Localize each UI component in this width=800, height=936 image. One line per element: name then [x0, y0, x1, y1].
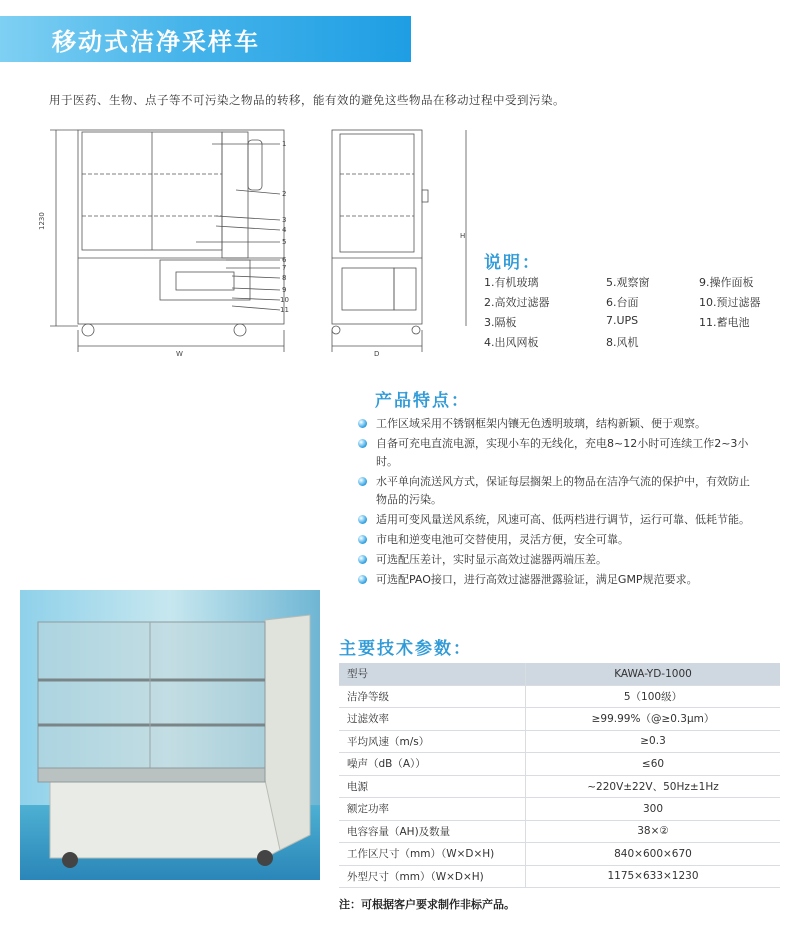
spec-value: 1175×633×1230 — [526, 865, 781, 888]
title-banner — [0, 16, 411, 62]
specs-table — [339, 663, 780, 888]
side-height-label: H — [460, 232, 466, 240]
footnote: 注：可根据客户要求制作非标产品。 — [339, 898, 515, 911]
legend-item: 6.台面 — [606, 296, 639, 309]
callout-10: 10 — [280, 296, 289, 304]
technical-drawings — [36, 120, 476, 370]
callout-2: 2 — [282, 190, 287, 198]
height-dimension-label: 1230 — [38, 212, 46, 230]
spec-value: KAWA-YD-1000 — [526, 663, 781, 685]
table-row — [339, 753, 780, 776]
spec-value: 840×600×670 — [526, 843, 781, 866]
legend-item: 11.蓄电池 — [699, 316, 750, 329]
spec-key: 洁净等级 — [339, 685, 526, 708]
callout-8: 8 — [282, 274, 287, 282]
table-row — [339, 708, 780, 731]
feature-item: 适用可变风量送风系统，风速可高、低两档进行调节，运行可靠、低耗节能。 — [355, 511, 755, 529]
legend — [484, 274, 784, 354]
legend-row — [484, 274, 784, 294]
spec-value: 38×② — [526, 820, 781, 843]
table-row — [339, 843, 780, 866]
legend-item: 8.风机 — [606, 336, 639, 349]
bullet-icon — [358, 515, 367, 524]
feature-item: 水平单向流送风方式，保证每层搁架上的物品在洁净气流的保护中，有效防止物品的污染。 — [355, 473, 755, 509]
spec-key: 噪声（dB（A）） — [339, 753, 526, 776]
table-row — [339, 775, 780, 798]
specs-title: 主要技术参数： — [339, 639, 472, 659]
legend-item: 10.预过滤器 — [699, 296, 761, 309]
feature-item: 可选配PAO接口，进行高效过滤器泄露验证，满足GMP规范要求。 — [355, 571, 755, 589]
callout-5: 5 — [282, 238, 287, 246]
spec-key: 外型尺寸（mm）（W×D×H) — [339, 865, 526, 888]
bullet-icon — [358, 555, 367, 564]
legend-item: 4.出风网板 — [484, 336, 539, 349]
bullet-icon — [358, 439, 367, 448]
callout-7: 7 — [282, 264, 287, 272]
legend-item: 9.操作面板 — [699, 276, 754, 289]
legend-item: 3.隔板 — [484, 316, 517, 329]
bullet-icon — [358, 419, 367, 428]
features-list — [355, 415, 755, 591]
table-row — [339, 685, 780, 708]
legend-row — [484, 314, 784, 334]
legend-row — [484, 334, 784, 354]
legend-item: 2.高效过滤器 — [484, 296, 550, 309]
callout-6: 6 — [282, 256, 287, 264]
spec-key: 电源 — [339, 775, 526, 798]
legend-title: 说明： — [484, 253, 541, 273]
bullet-icon — [358, 535, 367, 544]
page-title: 移动式洁净采样车 — [52, 28, 260, 56]
callout-1: 1 — [282, 140, 287, 148]
spec-value: ≥99.99%（@≥0.3μm） — [526, 708, 781, 731]
callout-11: 11 — [280, 306, 289, 314]
spec-value: ~220V±22V、50Hz±1Hz — [526, 775, 781, 798]
legend-item: 7.UPS — [606, 314, 639, 327]
table-row — [339, 730, 780, 753]
width-dimension-label: W — [176, 350, 183, 358]
spec-value: ≥0.3 — [526, 730, 781, 753]
callout-4: 4 — [282, 226, 287, 234]
callout-9: 9 — [282, 286, 287, 294]
legend-item — [699, 334, 784, 354]
spec-value: 5（100级） — [526, 685, 781, 708]
table-row — [339, 798, 780, 821]
spec-value: ≤60 — [526, 753, 781, 776]
spec-key: 型号 — [339, 663, 526, 685]
legend-row — [484, 294, 784, 314]
intro-text: 用于医药、生物、点子等不可污染之物品的转移，能有效的避免这些物品在移动过程中受到污染。 — [49, 93, 565, 107]
bullet-icon — [358, 477, 367, 486]
bullet-icon — [358, 575, 367, 584]
feature-item: 可选配压差计，实时显示高效过滤器两端压差。 — [355, 551, 755, 569]
features-title: 产品特点： — [375, 391, 470, 411]
callout-3: 3 — [282, 216, 287, 224]
spec-value: 300 — [526, 798, 781, 821]
spec-key: 过滤效率 — [339, 708, 526, 731]
feature-item: 工作区域采用不锈钢框架内镶无色透明玻璃，结构新颖、便于观察。 — [355, 415, 755, 433]
table-row — [339, 820, 780, 843]
legend-item: 1.有机玻璃 — [484, 276, 539, 289]
legend-item: 5.观察窗 — [606, 276, 650, 289]
product-photo — [20, 590, 320, 880]
feature-item: 自备可充电直流电源，实现小车的无线化，充电8~12小时可连续工作2~3小时。 — [355, 435, 755, 471]
spec-key: 工作区尺寸（mm）（W×D×H) — [339, 843, 526, 866]
spec-key: 额定功率 — [339, 798, 526, 821]
spec-key: 电容容量（AH)及数量 — [339, 820, 526, 843]
spec-key: 平均风速（m/s） — [339, 730, 526, 753]
feature-item: 市电和逆变电池可交替使用，灵活方便，安全可靠。 — [355, 531, 755, 549]
table-header-row — [339, 663, 780, 685]
depth-dimension-label: D — [374, 350, 380, 358]
table-row — [339, 865, 780, 888]
